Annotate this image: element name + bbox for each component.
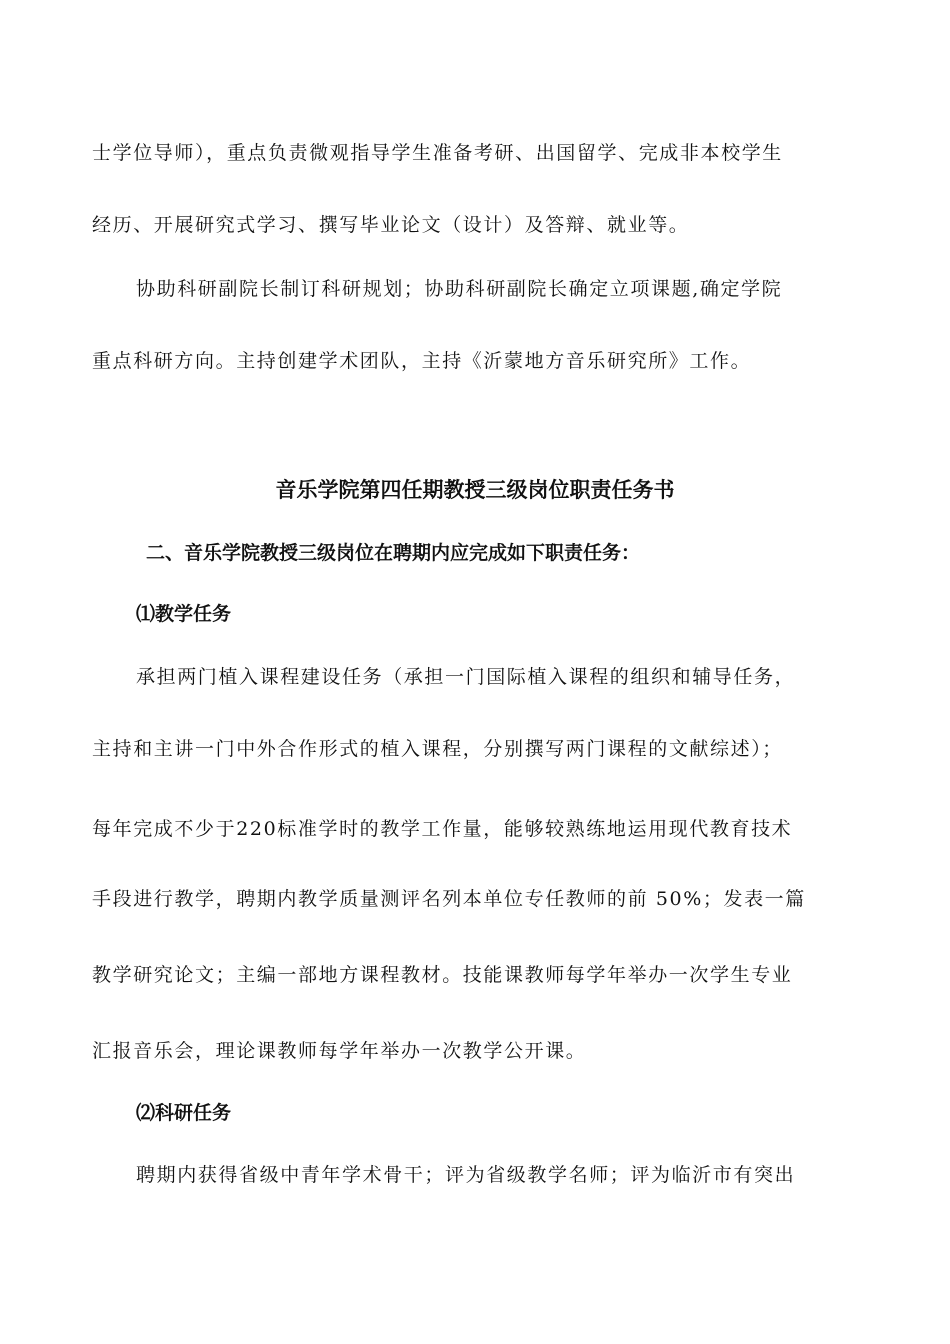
document-title: 音乐学院第四任期教授三级岗位职责任务书 [275, 478, 675, 502]
paragraph-1-line-2: 经历、开展研究式学习、撰写毕业论文（设计）及答辩、就业等。 [92, 214, 690, 236]
paragraph-2-line-1: 协助科研副院长制订科研规划；协助科研副院长确定立项课题,确定学院 [136, 278, 783, 300]
teaching-line-6: 汇报音乐会，理论课教师每学年举办一次教学公开课。 [92, 1040, 587, 1062]
teaching-line-3: 每年完成不少于220标准学时的教学工作量，能够较熟练地运用现代教育技术 [92, 818, 793, 840]
teaching-line-4: 手段进行教学，聘期内教学质量测评名列本单位专任教师的前 50%；发表一篇 [92, 888, 806, 910]
section-heading: 二、音乐学院教授三级岗位在聘期内应完成如下职责任务： [146, 542, 641, 564]
paragraph-2-line-2: 重点科研方向。主持创建学术团队，主持《沂蒙地方音乐研究所》工作。 [92, 350, 752, 372]
research-task-heading: ⑵科研任务 [136, 1102, 232, 1124]
teaching-line-1: 承担两门植入课程建设任务（承担一门国际植入课程的组织和辅导任务， [136, 666, 796, 688]
teaching-line-5: 教学研究论文；主编一部地方课程教材。技能课教师每学年举办一次学生专业 [92, 964, 793, 986]
paragraph-1-line-1: 士学位导师），重点负责微观指导学生准备考研、出国留学、完成非本校学生 [92, 142, 783, 164]
teaching-task-heading: ⑴教学任务 [136, 603, 232, 625]
research-line-1: 聘期内获得省级中青年学术骨干；评为省级教学名师；评为临沂市有突出 [136, 1164, 796, 1186]
teaching-line-2: 主持和主讲一门中外合作形式的植入课程，分别撰写两门课程的文献综述）； [92, 738, 783, 760]
